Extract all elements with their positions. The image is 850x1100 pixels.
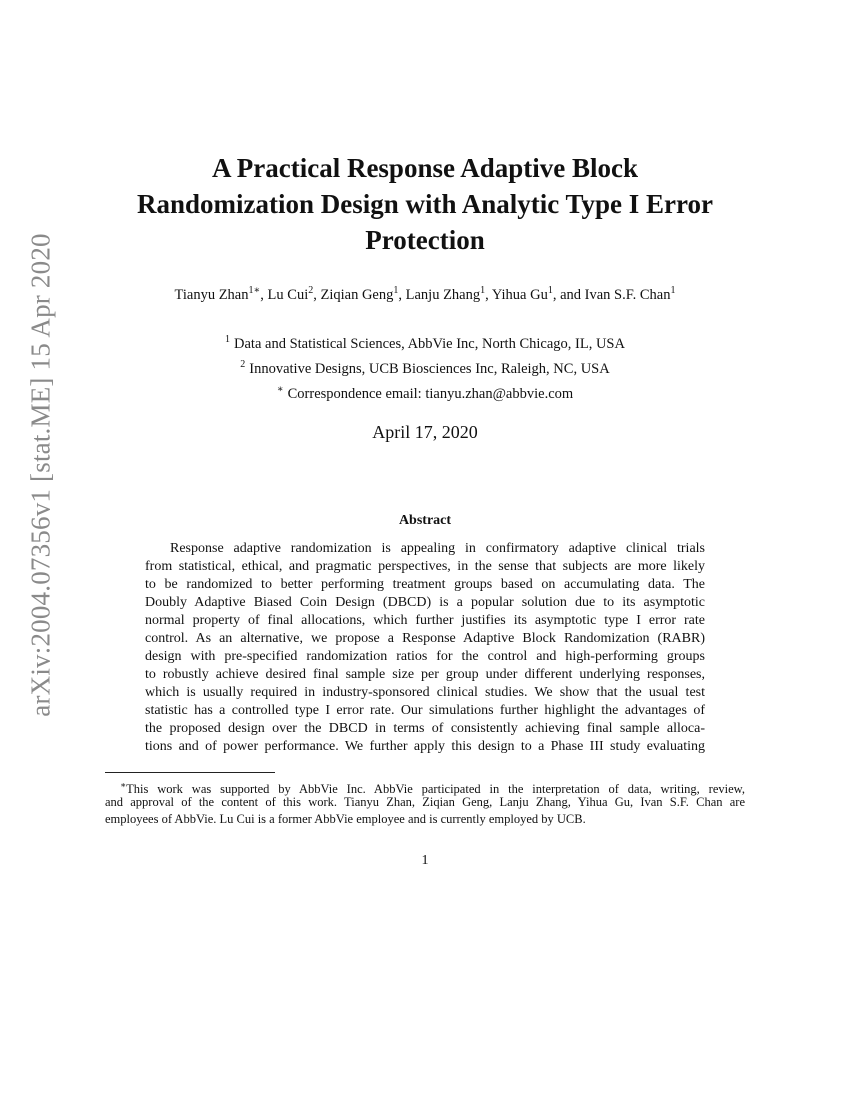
abstract-heading: Abstract [398,513,452,528]
abstract-line: Response adaptive randomization is appealing in confirmatory adaptive clinical trials [170,541,705,556]
title-line-2: Randomization Design with Analytic Type I Error [136,189,714,219]
affiliation-abbvie: $^1$ Data and Statistical Sciences, AbbVie Inc, North Chicago, IL, USA [225,334,625,352]
author: Ivan S.F. Chan$^1$ [584,285,676,303]
correspondence-email: ∗ Correspondence email: tianyu.zhan@abbvie.com [276,384,574,402]
paper-title [100,150,750,258]
abstract-line: which is usually required in industry-sponsored clinical studies. We show that the usual test [145,685,705,700]
abstract-line: from statistical, ethical, and pragmatic perspectives, in the sense that subjects are more likely [145,559,705,574]
abstract-line: to be randomized to better performing treatment groups based on accumulating data. The [145,577,705,592]
footnote-line: employees of AbbVie. Lu Cui is a former AbbVie employee and is currently employed by UCB. [105,812,586,826]
abstract-line: statistic has a controlled type I error rate. Our simulations further highlight the advantages of [145,703,705,718]
title-line-1: A Practical Response Adaptive Block [212,153,638,183]
abstract-line: design with pre-specified randomization ratios for the control and high-performing groups [145,649,705,664]
author: Lanju Zhang$^1$, [405,285,492,303]
footnote-line: ∗This work was supported by AbbVie Inc. AbbVie participated in the interpretation of data, writing, review, [120,780,745,797]
abstract-line: tions and of power performance. We further apply this design to a Phase III study evaluating [145,739,705,754]
abstract-line: to robustly achieve desired final sample size per group under different underlying responses, [145,667,705,682]
author-list [80,285,770,304]
abstract-line: Doubly Adaptive Biased Coin Design (DBCD) is a popular solution due to its asymptotic [145,595,705,610]
author: Tianyu Zhan$^{1∗}$, [174,285,268,303]
footnote-rule [105,772,275,773]
footnote-line: and approval of the content of this work. Tianyu Zhan, Ziqian Geng, Lanju Zhang, Yihua Gu, Ivan S.F. Chan are [105,795,745,809]
page-number: 1 [421,853,429,868]
abstract-line: normal property of final allocations, which further justifies its asymptotic type I error rate [145,613,705,628]
author: Yihua Gu$^1$, and [491,285,585,303]
author: Lu Cui$^2$, [267,285,321,303]
abstract-line: control. As an alternative, we propose a Response Adaptive Block Randomization (RABR) [145,631,705,646]
title-line-3: Protection [365,225,485,255]
author: Ziqian Geng$^1$, [320,285,406,303]
arxiv-id-text: arXiv:2004.07356v1 [stat.ME] 15 Apr 2020 [25,233,56,717]
abstract-line: the proposed design over the DBCD in terms of consistently achieving final sample alloca- [145,721,705,736]
affiliation-ucb: $^2$ Innovative Designs, UCB Biosciences Inc, Raleigh, NC, USA [240,359,610,377]
paper-date: April 17, 2020 [372,422,478,442]
